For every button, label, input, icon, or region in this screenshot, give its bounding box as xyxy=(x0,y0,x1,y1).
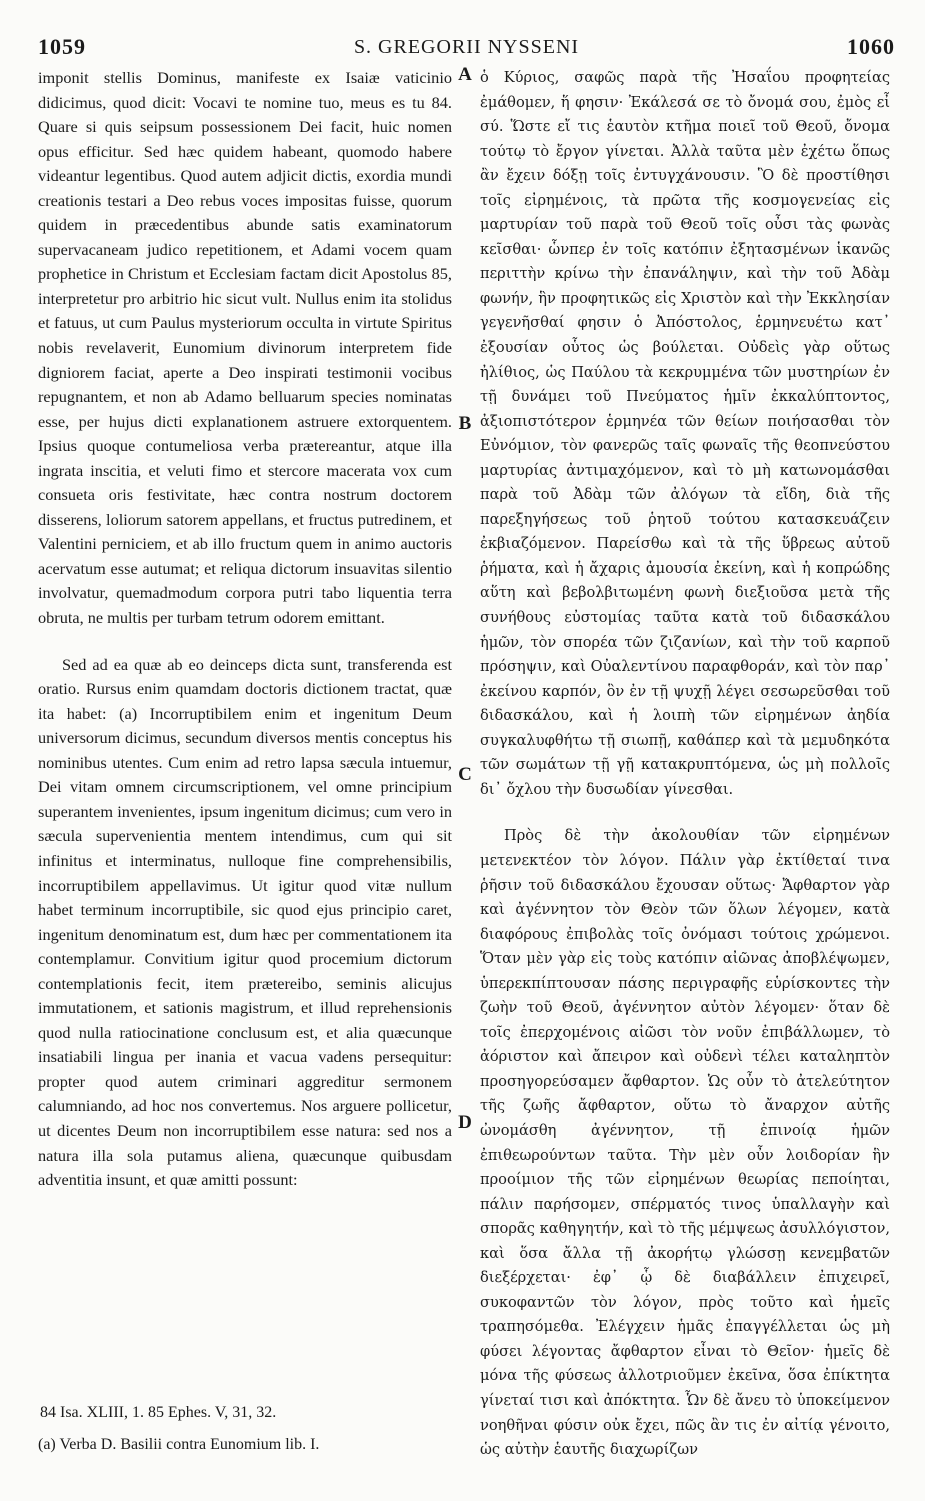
section-marker-d: D xyxy=(458,1112,472,1133)
latin-paragraph-1: imponit stellis Dominus, manifeste ex Isaiæ vaticinio didicimus, quod dicit: Vocavi te nomine tuo, meus es tu 84. Quare si quis seipsum possessionem Dei facit, huic nomen opus efficitur. Sed hæc quidem habeant, quomodo habere videantur legentibus. Quod autem adjicit dictis, exordia mundi creationis testari a Deo rebus voces impositas fuisse, quorum quidem in præcedentibus abunde satis examinatorum supervacaneam judico repetitionem, et Adami vocem quam prophetice in Christum et Ecclesiam factam dicit Apostolus 85, interpretetur pro arbitrio hic sicut vult. Nullus enim ita stolidus et fatuus, ut cum Paulus mysteriorum occulta in virtute Spiritus nobis revelaverit, Eunomium divinorum interpretem fide digniorem faciat, aperte a Deo inspirati testimonii vocibus repugnantem, et non ab Adamo belluarum species nominatas esse, per hujus dicti explanationem astruere extorquentem. Ipsius quoque contumeliosa verba prætereantur, atque illa ingrata inscitia, et veluti fimo et stercore macerata vox cum consueta oris festivitate, hæc contra nostrum doctorem disserens, loliorum satorem appellans, et fructus putredinem, et Valentini perniciem, et ab illo fructum quem in animo auctoris acervatum esse autumat; et reliqua dictorum insuavitas silentio involvatur, quemadmodum corpora putri tabo liquentia terra obruta, ne multis per turbam tetrum odorem emittant. xyxy=(38,68,452,628)
source-footnote: (a) Verba D. Basilii contra Eunomium lib. I. xyxy=(38,1436,320,1453)
section-marker-c: C xyxy=(458,764,472,785)
latin-column xyxy=(38,66,452,1193)
greek-paragraph-1: ὁ Κύριος, σαφῶς παρὰ τῆς Ἠσαΐου προφητείας ἐμάθομεν, ἥ φησιν· Ἐκάλεσά σε τὸ ὄνομά σου, ἐμὸς εἶ σύ. Ὥστε εἴ τις ἑαυτὸν κτῆμα ποιεῖ τοῦ Θεοῦ, ὄνομα τούτῳ τὸ ἔργον γίνεται. Ἀλλὰ ταῦτα μὲν ἐχέτω ὅπως ἂν ἔχειν δόξῃ τοῖς ἐντυγχάνουσιν. Ὃ δὲ προστίθησι τοῖς εἰρημένοις, τὰ πρῶτα τῆς κοσμογενείας εἰς μαρτυρίαν τοῦ παρὰ τοῦ Θεοῦ τοῖς οὖσι τὰς φωνὰς κεῖσθαι· ὧνπερ ἐν τοῖς κατόπιν ἐξητασμένων ἱκανῶς περιττὴν κρίνω τὴν ἐπανάληψιν, καὶ τὴν τοῦ Ἀδὰμ φωνήν, ἣν προφητικῶς εἰς Χριστὸν καὶ τὴν Ἐκκλησίαν γεγενῆσθαί φησιν ὁ Ἀπόστολος, ἑρμηνευέτω κατ᾽ ἐξουσίαν οὗτος ὡς βούλεται. Οὐδεὶς γὰρ οὕτως ἠλίθιος, ὡς Παύλου τὰ κεκρυμμένα τῶν μυστηρίων ἐν τῇ δυνάμει τοῦ Πνεύματος ἡμῖν ἐκκαλύπτοντος, ἀξιοπιστότερον ἑρμηνέα τῶν θείων ποιήσασθαι τὸν Εὐνόμιον, τὸν φανερῶς ταῖς φωναῖς τῆς θεοπνεύστου μαρτυρίας ἀντιμαχόμενον, καὶ τὸ μὴ κατωνομάσθαι παρὰ τοῦ Ἀδὰμ τῶν ἀλόγων τὰ εἴδη, διὰ τῆς παρεξηγήσεως τοῦ ῥητοῦ τούτου κατασκευάζειν ἐκβιαζόμενον. Παρείσθω καὶ τὰ τῆς ὕβρεως αὐτοῦ ῥήματα, καὶ ἡ ἄχαρις ἀμουσία ἐκείνη, καὶ ἡ κοπρώδης αὕτη καὶ βεβολβιτωμένη φωνὴ διεξιοῦσα μετὰ τῆς συνήθους εὐστομίας ταῦτα κατὰ τοῦ διδασκάλου ἡμῶν, τὸν σπορέα τῶν ζιζανίων, καὶ τὴν τοῦ καρποῦ πρόσηψιν, καὶ Οὐαλεντίνου παραφθοράν, καὶ τὸν παρ᾽ ἐκείνου καρπόν, ὃν ἐν τῇ ψυχῇ λέγει σεσωρεῦσθαι τοῦ διδασκάλου, καὶ ἡ λοιπὴ τῶν εἰρημένων ἀηδία συγκαλυφθήτω τῇ σιωπῇ, καθάπερ καὶ τὰ μεμυδηκότα τῶν σωμάτων τῇ γῇ κατακρυπτόμενα, ὡς μὴ πολλοῖς δι᾽ ὄχλου τὴν δυσωδίαν γίνεσθαι. xyxy=(480,69,890,798)
page-header xyxy=(38,34,895,62)
section-marker-a: A xyxy=(458,64,472,85)
section-marker-b: B xyxy=(458,413,472,434)
footnotes xyxy=(38,1404,468,1468)
greek-column xyxy=(480,66,890,1463)
scripture-footnotes: 84 Isa. XLIII, 1. 85 Ephes. V, 31, 32. xyxy=(40,1404,277,1421)
running-title: S. GREGORII NYSSENI xyxy=(353,36,580,58)
latin-paragraph-2: Sed ad ea quæ ab eo deinceps dicta sunt, transferenda est oratio. Rursus enim quamdam doctoris dictionem tractat, quæ ita habet: (a) Incorruptibilem enim et ingenitum Deum universorum dicimus, secundum diversos mentis conceptus his nominibus utentes. Cum enim ad retro lapsa sæcula intuemur, Dei vitam omnem circumscriptionem, vel omne principium superantem invenientes, ipsum ingenitum dicimus; cum vero in sæcula supervenientia mentem intendimus, cum qui sit infinitus et interminatus, nulloque fine comprehensibilis, incorruptibilem appellavimus. Ut igitur quod vitæ nullum habet terminum incorruptibile, sic quod ejus principio caret, ingenitum denominatum est, dum hæc per commentationem ita contemplamur. Convitium igitur quod procemium dictorum contemplationis fecit, item prætereibo, seminis alicujus immutationem, et sationis magistrum, et illud reprehensionis quod nulla ratiocinatione conclusum est, et alia quæcunque insatiabili lingua per inania et vacua vadens persequitur: propter quod autem criminari aggreditur sermonem calumniando, ad hoc nos convertemus. Nos arguere pollicetur, ut dicentes Deum non incorruptibilem esse natura: sed nos a natura illa sola putamus aliena, quæcunque quibusdam adventitia insunt, et quæ amitti possunt: xyxy=(38,654,452,1190)
greek-paragraph-2: Πρὸς δὲ τὴν ἀκολουθίαν τῶν εἰρημένων μετενεκτέον τὸν λόγον. Πάλιν γὰρ ἐκτίθεταί τινα ῥῆσιν τοῦ διδασκάλου ἔχουσαν οὕτως· Ἄφθαρτον γὰρ καὶ ἀγέννητον τὸν Θεὸν τῶν ὅλων λέγομεν, κατὰ διαφόρους ἐπιβολὰς τοῖς ὀνόμασι τούτοις χρώμενοι. Ὅταν μὲν γὰρ εἰς τοὺς κατόπιν αἰῶνας ἀποβλέψωμεν, ὑπερεκπίπτουσαν πάσης περιγραφῆς εὑρίσκοντες τὴν ζωὴν τοῦ Θεοῦ, ἀγέννητον αὐτὸν λέγομεν· ὅταν δὲ τοῖς ἐπερχομένοις αἰῶσι τὸν νοῦν ἐπιβάλλωμεν, τὸ ἀόριστον καὶ ἄπειρον καὶ οὐδενὶ τέλει καταληπτὸν προσηγορεύσαμεν ἄφθαρτον. Ὡς οὖν τὸ ἀτελεύτητον τῆς ζωῆς ἄφθαρτον, οὕτω τὸ ἄναρχον αὐτῆς ὠνομάσθη ἀγέννητον, τῇ ἐπινοίᾳ ἡμῶν ἐπιθεωρούντων ταῦτα. Τὴν μὲν οὖν λοιδορίαν ἣν προοίμιον τῆς τῶν εἰρημένων θεωρίας πεποίηται, πάλιν παρήσομεν, σπέρματός τινος ὑπαλλαγὴν καὶ σπορᾶς καθηγητήν, καὶ τὸ τῆς μέμψεως ἀσυλλόγιστον, καὶ ὅσα ἄλλα τῇ ἀκορήτῳ γλώσσῃ κενεμβατῶν διεξέρχεται· ἐφ᾽ ᾧ δὲ διαβάλλειν ἐπιχειρεῖ, συκοφαντῶν τὸν λόγον, πρὸς τοῦτο καὶ ἡμεῖς τραπησόμεθα. Ἐλέγχειν ἡμᾶς ἐπαγγέλλεται ὡς μὴ φύσει λέγοντας ἄφθαρτον εἶναι τὸ Θεῖον· ἡμεῖς δὲ μόνα τῆς φύσεως ἀλλοτριοῦμεν ἐκεῖνα, ὅσα ἐπίκτητα γίνεταί τισι καὶ ἀπόκτητα. Ὧν δὲ ἄνευ τὸ ὑποκείμενον νοηθῆναι φύσιν οὐκ ἔχει, πῶς ἂν τις ἐν αἰτίᾳ γένοιτο, ὡς αὐτὴν ἑαυτῆς διαχωρίζων xyxy=(480,827,890,1459)
right-page-number: 1060 xyxy=(847,34,895,59)
left-page-number: 1059 xyxy=(38,34,86,59)
